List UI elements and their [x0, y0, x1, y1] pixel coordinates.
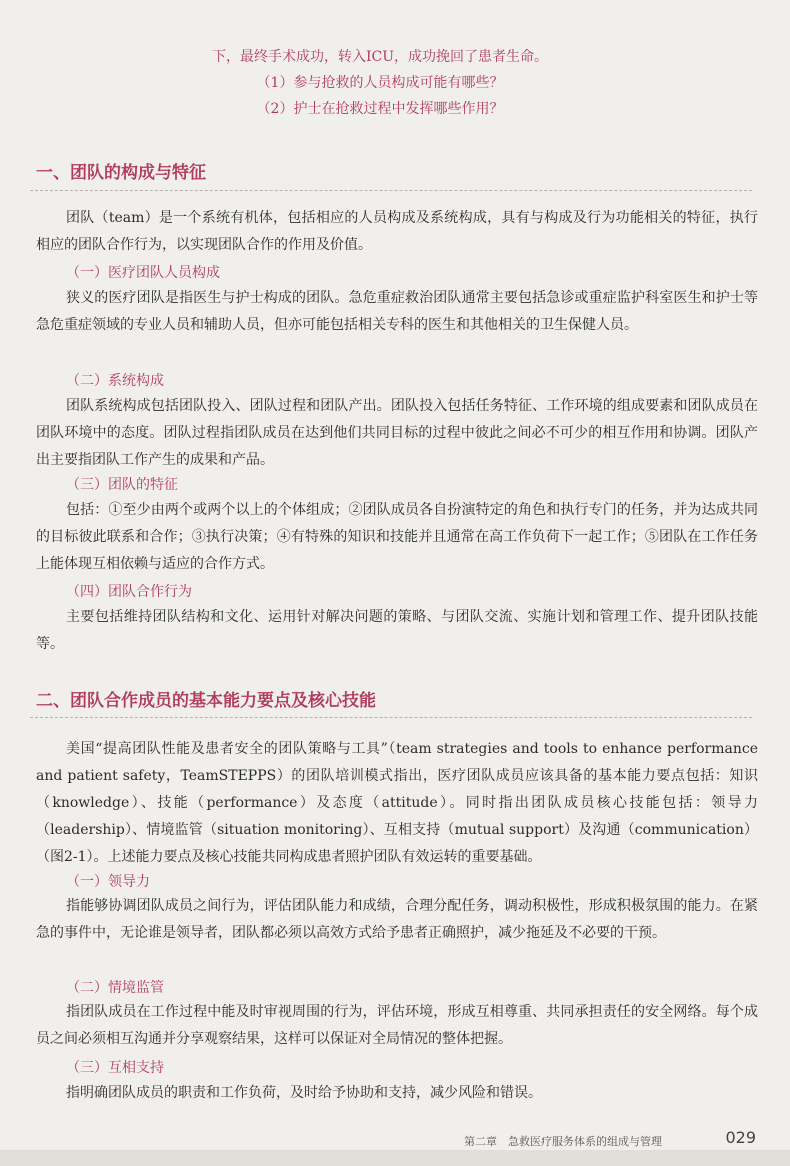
- section-1-subheading-1: （一）医疗团队人员构成: [66, 265, 220, 281]
- section-2-subheading-3: （三）互相支持: [66, 1060, 164, 1076]
- section-1-subheading-3: （三）团队的特征: [66, 477, 178, 493]
- section-2-paragraph-1: 指能够协调团队成员之间行为，评估团队能力和成绩，合理分配任务，调动积极性，形成积极氛围的能力。在紧急的事件中，无论谁是领导者，团队都必须以高效方式给予患者正确照护，减少拖延及不必要的干预。: [36, 898, 758, 941]
- case-questions: [150, 44, 610, 122]
- section-1-divider: [30, 190, 752, 191]
- section-1-intro: 团队（team）是一个系统有机体，包括相应的人员构成及系统构成，具有与构成及行为功能相关的特征，执行相应的团队合作行为，以实现团队合作的作用及价值。: [36, 210, 758, 253]
- section-2-divider: [30, 717, 752, 718]
- page-number: 029: [725, 1128, 756, 1147]
- section-1-heading: 一、团队的构成与特征: [36, 163, 206, 183]
- section-2-subheading-2: （二）情境监管: [66, 980, 164, 996]
- case-conclusion-line: 下，最终手术成功，转入ICU，成功挽回了患者生命。: [211, 49, 549, 65]
- footer-band: [0, 1150, 790, 1166]
- section-1-subheading-2: （二）系统构成: [66, 373, 164, 389]
- case-question-1: （1）参与抢救的人员构成可能有哪些？: [256, 75, 504, 91]
- section-1-paragraph-3: 包括：①至少由两个或两个以上的个体组成；②团队成员各自扮演特定的角色和执行专门的任务，并为达成共同的目标彼此联系和合作；③执行决策；④有特殊的知识和技能并且通常在高工作负荷下一起工作；⑤团队在工作任务上能体现互相依赖与适应的合作方式。: [36, 502, 758, 572]
- section-2-subheading-1: （一）领导力: [66, 874, 150, 890]
- section-1-paragraph-2: 团队系统构成包括团队投入、团队过程和团队产出。团队投入包括任务特征、工作环境的组成要素和团队成员在团队环境中的态度。团队过程指团队成员在达到他们共同目标的过程中彼此之间必不可少的相互作用和协调。团队产出主要指团队工作产生的成果和产品。: [36, 398, 758, 468]
- section-2-paragraph-2: 指团队成员在工作过程中能及时审视周围的行为，评估环境，形成互相尊重、共同承担责任的安全网络。每个成员之间必须相互沟通并分享观察结果，这样可以保证对全局情况的整体把握。: [36, 1004, 758, 1047]
- chapter-footer: 第二章 急救医疗服务体系的组成与管理: [464, 1135, 662, 1148]
- section-1-paragraph-4: 主要包括维持团队结构和文化、运用针对解决问题的策略、与团队交流、实施计划和管理工作、提升团队技能等。: [36, 609, 758, 652]
- section-1-subheading-4: （四）团队合作行为: [66, 584, 192, 600]
- section-2-heading: 二、团队合作成员的基本能力要点及核心技能: [36, 691, 376, 711]
- section-2-intro: 美国“提高团队性能及患者安全的团队策略与工具”（team strategies and tools to enhance performance and patient safety，TeamSTEPPS）的团队培训模式指出，医疗团队成员应该具备的基本能力要点包括：知识（knowledge）、技能（performance）及态度（attitude）。同时指出团队成员核心技能包括：领导力（leadership）、情境监管（situation monitoring）、互相支持（mutual support）及沟通（communication）（图2-1）。上述能力要点及核心技能共同构成患者照护团队有效运转的重要基础。: [36, 741, 758, 865]
- section-1-paragraph-1: 狭义的医疗团队是指医生与护士构成的团队。急危重症救治团队通常主要包括急诊或重症监护科室医生和护士等急危重症领域的专业人员和辅助人员，但亦可能包括相关专科的医生和其他相关的卫生保健人员。: [36, 290, 758, 333]
- section-2-paragraph-3: 指明确团队成员的职责和工作负荷，及时给予协助和支持，减少风险和错误。: [66, 1085, 542, 1101]
- case-question-2: （2）护士在抢救过程中发挥哪些作用？: [256, 101, 504, 117]
